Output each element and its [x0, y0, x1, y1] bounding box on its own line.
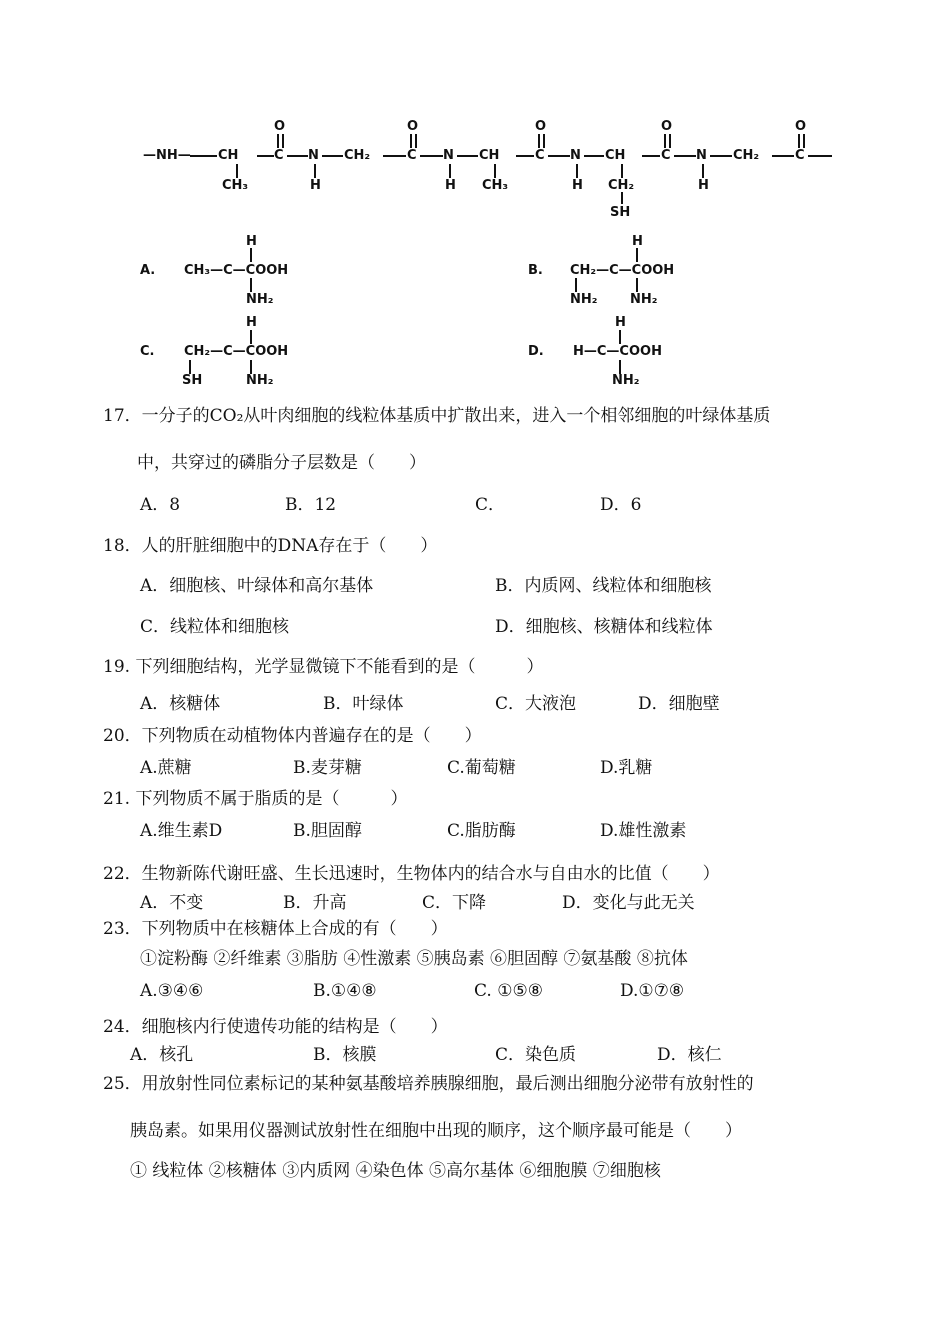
q18-option-b: B．内质网、线粒体和细胞核: [495, 576, 712, 596]
peptide-c-4: C: [661, 148, 671, 163]
peptide-ch2-2: CH₂: [733, 148, 760, 163]
peptide-ch2-3: CH₂: [608, 178, 635, 193]
peptide-n-2: N: [443, 148, 454, 163]
q17-option-d: D．6: [600, 495, 642, 515]
option-c-sh: SH: [182, 373, 203, 388]
q19-option-a: A．核糖体: [140, 694, 221, 714]
peptide-ch-3: CH: [605, 148, 626, 163]
q18-option-a: A．细胞核、叶绿体和高尔基体: [140, 576, 374, 596]
option-c-formula: CH₂—C—COOH: [184, 344, 289, 359]
q25-stem-line1: 25．用放射性同位素标记的某种氨基酸培养胰腺细胞，最后测出细胞分泌带有放射性的: [103, 1074, 754, 1094]
q24-stem: 24．细胞核内行使遗传功能的结构是（ ）: [103, 1017, 448, 1037]
peptide-o-3: O: [535, 119, 547, 134]
peptide-ch-2: CH: [479, 148, 500, 163]
q22-option-c: C．下降: [422, 893, 487, 913]
option-b-h: H: [632, 234, 643, 249]
peptide-c-2: C: [407, 148, 417, 163]
option-c-label: C.: [140, 344, 155, 359]
q17-stem-line1: 17．一分子的CO₂从叶肉细胞的线粒体基质中扩散出来，进入一个相邻细胞的叶绿体基质: [103, 406, 771, 426]
option-d-formula: H—C—COOH: [573, 344, 662, 359]
q17-option-a: A．8: [140, 495, 181, 515]
option-a-label: A.: [140, 263, 156, 278]
option-c-nh2: NH₂: [246, 373, 274, 388]
peptide-o-5: O: [795, 119, 807, 134]
q25-stem-line2: 胰岛素。如果用仪器测试放射性在细胞中出现的顺序，这个顺序最可能是（ ）: [130, 1121, 742, 1141]
peptide-sh: SH: [610, 205, 631, 220]
q22-option-a: A．不变: [140, 893, 204, 913]
option-b-nh2-right: NH₂: [630, 292, 658, 307]
q24-option-c: C．染色质: [495, 1045, 577, 1065]
q20-option-b: B.麦芽糖: [293, 758, 362, 778]
q19-option-b: B．叶绿体: [323, 694, 404, 714]
q21-stem: 21. 下列物质不属于脂质的是（ ）: [103, 789, 408, 809]
peptide-nh-terminal: —NH—: [143, 148, 191, 163]
peptide-c-3: C: [535, 148, 545, 163]
q20-option-a: A.蔗糖: [140, 758, 192, 778]
q24-option-b: B．核膜: [313, 1045, 377, 1065]
peptide-h-4: H: [698, 178, 709, 193]
q20-option-d: D.乳糖: [600, 758, 653, 778]
option-a-formula: CH₃—C—COOH: [184, 263, 289, 278]
peptide-c-5: C: [795, 148, 805, 163]
peptide-n-1: N: [308, 148, 319, 163]
q25-items: ① 线粒体 ②核糖体 ③内质网 ④染色体 ⑤高尔基体 ⑥细胞膜 ⑦细胞核: [130, 1161, 661, 1181]
q24-option-a: A．核孔: [130, 1045, 194, 1065]
q19-option-d: D．细胞壁: [638, 694, 720, 714]
q21-option-d: D.雄性激素: [600, 821, 687, 841]
q23-option-a: A.③④⑥: [140, 981, 204, 1001]
q17-stem-line2: 中，共穿过的磷脂分子层数是（ ）: [137, 453, 426, 473]
peptide-c-1: C: [274, 148, 284, 163]
q21-option-c: C.脂肪酶: [447, 821, 516, 841]
option-d-label: D.: [528, 344, 544, 359]
q22-option-b: B．升高: [283, 893, 347, 913]
option-c-h: H: [246, 315, 257, 330]
q20-stem: 20．下列物质在动植物体内普遍存在的是（ ）: [103, 726, 482, 746]
q18-option-d: D．细胞核、核糖体和线粒体: [495, 617, 713, 637]
peptide-h-3: H: [572, 178, 583, 193]
peptide-ch2-1: CH₂: [344, 148, 371, 163]
peptide-h-1: H: [310, 178, 321, 193]
q19-stem: 19. 下列细胞结构，光学显微镜下不能看到的是（ ）: [103, 657, 544, 677]
q23-stem: 23．下列物质中在核糖体上合成的有（ ）: [103, 919, 448, 939]
option-b-nh2-left: NH₂: [570, 292, 598, 307]
option-b-label: B.: [528, 263, 543, 278]
peptide-n-4: N: [696, 148, 707, 163]
peptide-ch-1: CH: [218, 148, 239, 163]
peptide-o-1: O: [274, 119, 286, 134]
q19-option-c: C．大液泡: [495, 694, 577, 714]
q23-option-d: D.①⑦⑧: [620, 981, 685, 1001]
q23-option-c: C. ①⑤⑧: [474, 981, 543, 1001]
peptide-h-2: H: [445, 178, 456, 193]
q21-option-b: B.胆固醇: [293, 821, 362, 841]
q22-stem: 22．生物新陈代谢旺盛、生长迅速时，生物体内的结合水与自由水的比值（ ）: [103, 864, 720, 884]
option-d-h-top: H: [615, 315, 626, 330]
option-b-formula: CH₂—C—COOH: [570, 263, 675, 278]
option-d-nh2: NH₂: [612, 373, 640, 388]
peptide-ch3-2: CH₃: [482, 178, 509, 193]
q20-option-c: C.葡萄糖: [447, 758, 516, 778]
peptide-o-2: O: [407, 119, 419, 134]
q17-option-b: B．12: [285, 495, 337, 515]
q18-stem: 18．人的肝脏细胞中的DNA存在于（ ）: [103, 536, 438, 556]
option-a-h: H: [246, 234, 257, 249]
peptide-n-3: N: [570, 148, 581, 163]
q17-option-c: C．: [475, 495, 506, 515]
peptide-ch3-1: CH₃: [222, 178, 249, 193]
peptide-bonds: [0, 0, 950, 400]
q21-option-a: A.维生素D: [140, 821, 223, 841]
option-a-nh2: NH₂: [246, 292, 274, 307]
peptide-o-4: O: [661, 119, 673, 134]
q18-option-c: C．线粒体和细胞核: [140, 617, 290, 637]
q23-items: ①淀粉酶 ②纤维素 ③脂肪 ④性激素 ⑤胰岛素 ⑥胆固醇 ⑦氨基酸 ⑧抗体: [140, 949, 688, 969]
q23-option-b: B.①④⑧: [313, 981, 377, 1001]
q22-option-d: D．变化与此无关: [562, 893, 695, 913]
q24-option-d: D．核仁: [657, 1045, 722, 1065]
